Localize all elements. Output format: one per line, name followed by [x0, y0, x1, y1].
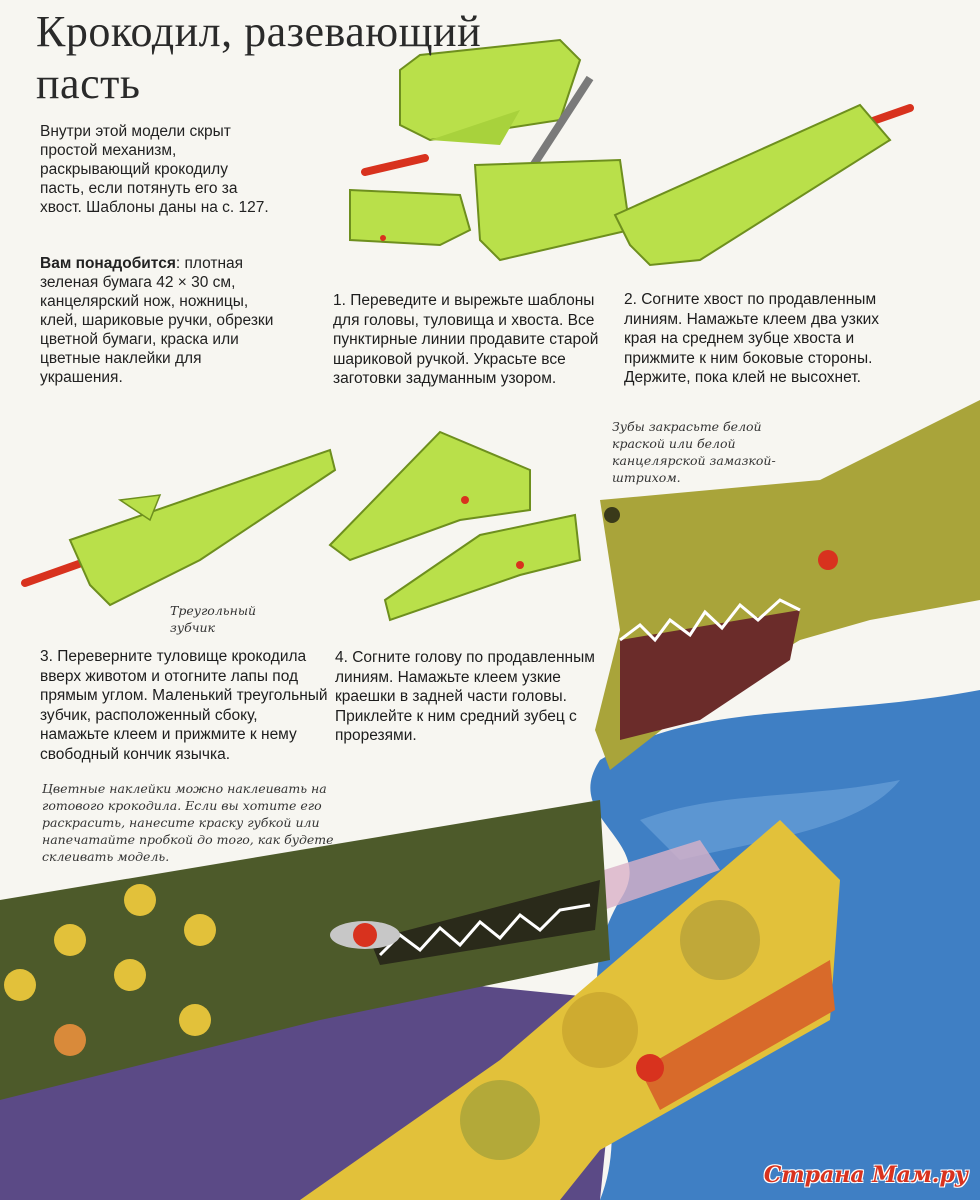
page-title	[36, 6, 481, 110]
intro-paragraph: Внутри этой модели скрыт простой механизм, раскрывающий крокодилу пасть, если потянуть его за хвост. Шаблоны даны на с. 127.	[40, 123, 269, 216]
note-stickers: Цветные наклейки можно наклеивать на готового крокодила. Если вы хотите его раскрасить, нанесите краску губкой или напечатайте пробкой до того, как будете склеивать модель.	[42, 781, 334, 864]
red-stick-1	[365, 158, 425, 172]
step-4: 4. Согните голову по продавленным линиям. Намажьте клеем узкие краешки в задней части головы. Приклейте к ним средний зубец с прорезями.	[335, 649, 595, 744]
croc-olive-eye	[818, 550, 838, 570]
note-teeth: Зубы закрасьте белой краской или белой канцелярской замазкой-штрихом.	[612, 419, 776, 485]
template-head	[350, 190, 470, 245]
materials-list: плотная зеленая бумага 42 × 30 см, канцелярский нож, ножницы, клей, шариковые ручки, обрезки цветной бумаги, краска или цветные наклейки для украшения.	[40, 255, 274, 386]
template-body	[475, 160, 630, 260]
note-tooth: Треугольный зубчик	[170, 603, 257, 635]
croc-yellow-eye	[636, 1054, 664, 1082]
step-2: 2. Согните хвост по продавленным линиям. Намажьте клеем два узких края на среднем зубце хвоста и прижмите к ним боковые стороны. Держите, пока клей не высохнет.	[624, 291, 880, 386]
body-folded	[70, 450, 335, 605]
watermark: Страна Мам.ру	[763, 1162, 968, 1188]
step-1: 1. Переведите и вырежьте шаблоны для головы, туловища и хвоста. Все пунктирные линии продавите старой шариковой ручкой. Украсьте все заготовки задуманным узором.	[333, 292, 599, 387]
page-title-line2: пасть	[36, 59, 141, 108]
tail-folded	[615, 105, 890, 265]
red-stick-2	[870, 108, 910, 122]
step-3: 3. Переверните туловище крокодила вверх животом и отогните лапы под прямым углом. Маленький треугольный зубчик, расположенный сбоку, намажьте клеем и прижмите к нему свободный кончик язычка.	[40, 648, 328, 763]
materials-paragraph: Вам понадобится: плотная зеленая бумага 42 × 30 см, канцелярский нож, ножницы, клей, шариковые ручки, обрезки цветной бумаги, краска или цветные наклейки для украшения.	[40, 255, 274, 386]
page-title-line1: Крокодил, разевающий	[36, 7, 482, 56]
materials-heading: Вам понадобится	[40, 255, 176, 272]
